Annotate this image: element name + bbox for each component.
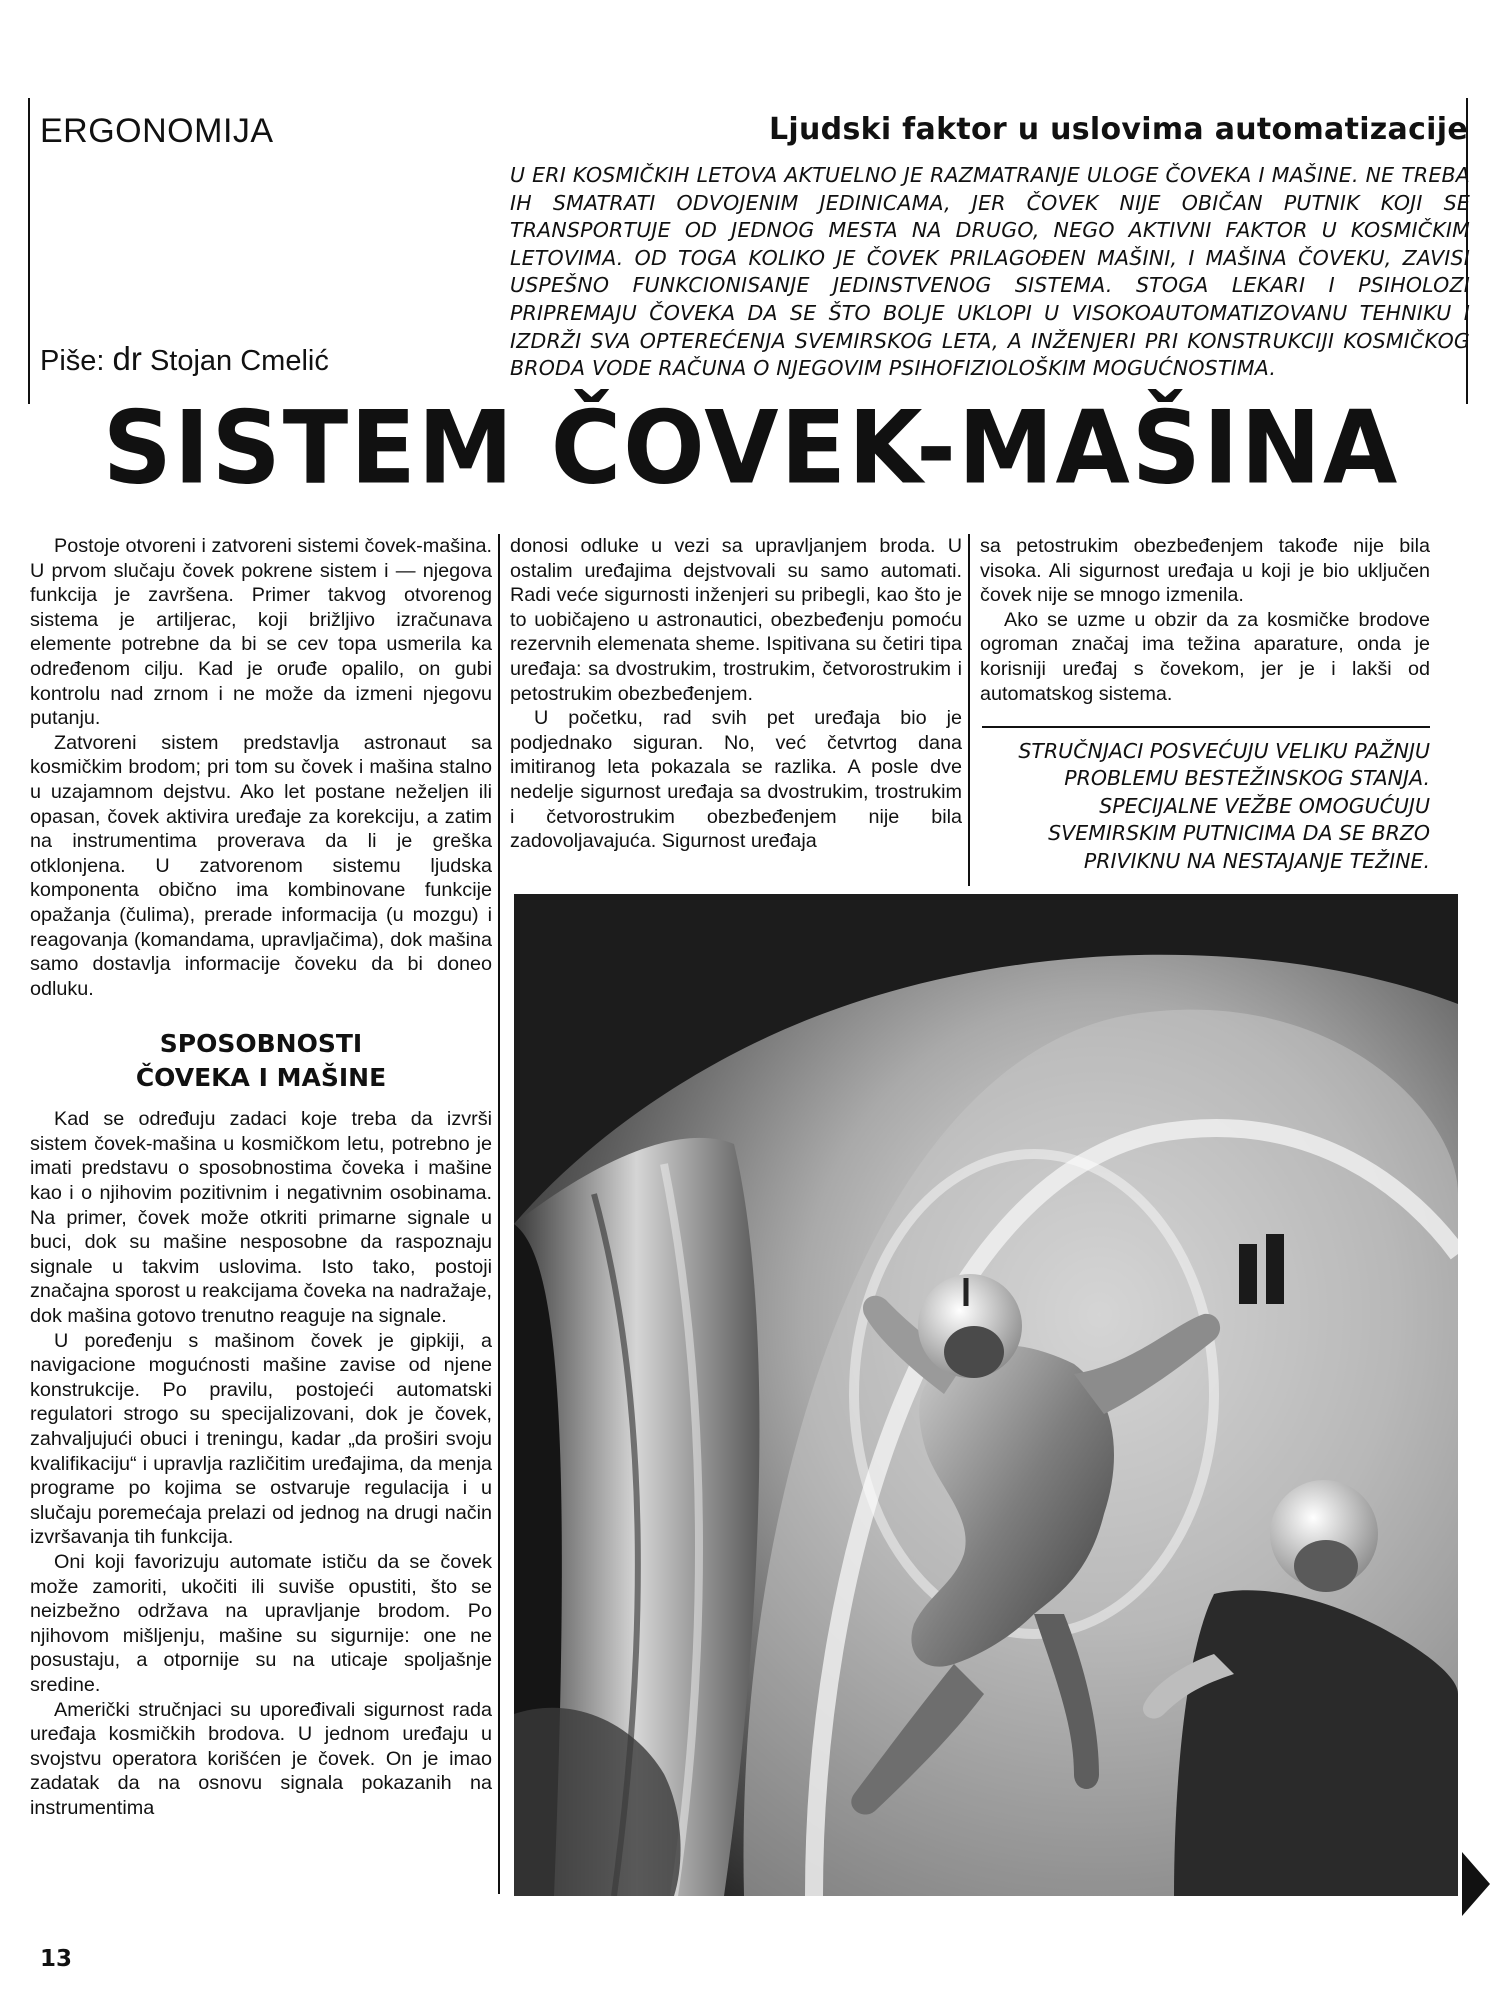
paragraph: U poređenju s mašinom čovek je gipkiji, a navigacione mogućnosti mašine zavise od njene konstrukcije. Po pravilu, postojeći automatski regulatori strogo su specijalizovani, dok je čovek, zahvaljujući obuci i treningu, kadar „da proširi svoju kvalifikaciju“ i upravlja različitim uređajima, da menja programe po kojima se ostvaruje regulacija i u slučaju poremećaja prelazi od jednog na drugi način izvršavanja tih funkcija. [30,1329,492,1549]
column-divider-1 [498,534,500,1894]
paragraph: Ako se uzme u obzir da za kosmičke brodove ogroman značaj ima težina aparature, onda je korisniji uređaj s čovekom, jer je i lakši od automatskog sistema. [980,608,1430,705]
paragraph: Oni koji favorizuju automate ističu da se čovek može zamoriti, ukočiti ili suviše opustiti, što se neizbežno održava na upravljanje brodom. Po njihovom mišljenju, mašine su sigurnije: one ne posustaju, a otpornije su na uticaje spoljašnje sredine. [30,1550,492,1696]
kicker: Ljudski faktor u uslovima automatizacije [769,112,1468,147]
paragraph: donosi odluke u vezi sa upravljanjem broda. U ostalim uređajima dejstvovali su samo automati. Radi veće sigurnosti inženjeri su pribegli, kao što je to uobičajeno u astronautici, obezbeđenju pomoću rezervnih elemenata sheme. Ispitivana su četiri tipa uređaja: sa dvostrukim, trostrukim, četvorostrukim i petostrukim obezbeđenjem. [510,535,962,705]
photo-caption: STRUČNJACI POSVEĆUJU VELIKU PAŽNJU PROBLEMU BESTEŽINSKOG STANJA. SPECIJALNE VEŽBE OMOGUĆUJU SVEMIRSKIM PUTNICIMA DA SE BRZO PRIVIKNU NA NESTAJANJE TEŽINE. [1018,739,1430,873]
byline-dr: dr [112,340,142,377]
continue-arrow-icon [1462,1852,1490,1916]
byline-prefix: Piše: [40,345,105,377]
article-column-1 [30,534,492,1821]
page-number: 13 [40,1946,73,1972]
paragraph: Američki stručnjaci su upoređivali sigurnost rada uređaja kosmičkih brodova. U jednom uređaju u svojstvu operatora korišćen je čovek. On je imao zadatak da na osnovu signala pokazanih na instrumentima [30,1698,492,1819]
subheading [30,1027,492,1095]
headline: SISTEM ČOVEK-MAŠINA [102,389,1400,507]
article-column-3 [980,534,1430,706]
paragraph: U početku, rad svih pet uređaja bio je podjednako siguran. No, već četvrtog dana imitiranog leta pokazala se razlika. A posle dve nedelje sigurnost uređaja sa dvostrukim, trostrukim i četvorostrukim obezbeđenjem nije bila zadovoljavajuća. Sigurnost uređaja [510,707,962,853]
column-divider-2 [968,534,970,886]
section-label: ERGONOMIJA [40,112,274,150]
left-margin-rule [28,98,30,404]
subheading-line-2: ČOVEKA I MAŠINE [135,1063,387,1093]
paragraph: sa petostrukim obezbeđenjem takođe nije bila visoka. Ali sigurnost uređaja u koji je bio uključen čovek nije se mnogo izmenila. [980,535,1430,607]
subheading-line-1: SPOSOBNOSTI [159,1029,363,1059]
astronaut-photo [514,894,1458,1896]
weightlessness-illustration [514,894,1458,1896]
byline-name: Stojan Cmelić [149,345,329,377]
intro-text: U ERI KOSMIČKIH LETOVA AKTUELNO JE RAZMATRANJE ULOGE ČOVEKA I MAŠINE. NE TREBA IH SMATRATI ODVOJENIM JEDINICAMA, JER ČOVEK NIJE OBIČAN PUTNIK KOJI SE TRANSPORTUJE OD JEDNOG MESTA NA DRUGO, NEGO AKTIVNI FAKTOR U KOSMIČKIM LETOVIMA. OD TOGA KOLIKO JE ČOVEK PRILAGOĐEN MAŠINI, I MAŠINA ČOVEKU, ZAVISI USPEŠNO FUNKCIONISANJE JEDINSTVENOG SISTEMA. STOGA LEKARI I PSIHOLOZI PRIPREMAJU ČOVEKA DA SE ŠTO BOLJE UKLOPI U VISOKOAUTOMATIZOVANU TEHNIKU I IZDRŽI SVA OPTEREĆENJA SVEMIRSKOG LETA, A INŽENJERI PRI KONSTRUKCIJI KOSMIČKOG BRODA VODE RAČUNA O NJEGOVIM PSIHOFIZIOLOŠKIM MOGUĆNOSTIMA. [510,163,1470,381]
paragraph: Zatvoreni sistem predstavlja astronaut sa kosmičkim brodom; pri tom su čovek i mašina stalno u uzajamnom dejstvu. Ako let postane neželjen ili opasan, čovek aktivira uređaje za korekciju, a zatim na instrumentima proverava da li je greška otklonjena. U zatvorenom sistemu ljudska komponenta obično ima kombinovane funkcije opažanja (čulima), prerade informacija (u mozgu) i reagovanja (komandama, upravljačima), dok mašina samo dostavlja informacije čoveku da bi doneo odluku. [30,731,492,1000]
caption-top-rule [982,726,1430,728]
byline [40,340,329,378]
paragraph: Kad se određuju zadaci koje treba da izvrši sistem čovek-mašina u kosmičkom letu, potrebno je imati predstavu o sposobnostima čoveka i mašine kao i o njihovim pozitivnim i negativnim osobinama. Na primer, čovek može otkriti primarne signale u buci, dok su mašine nesposobne da raspoznaju signale u takvim uslovima. Isto tako, postoji značajna sporost u reakcijama čoveka na nadražaje, dok mašina gotovo trenutno reaguje na signale. [30,1108,492,1328]
paragraph: Postoje otvoreni i zatvoreni sistemi čovek-mašina. U prvom slučaju čovek pokrene sistem i — njegova funkcija je završena. Primer takvog otvorenog sistema je artiljerac, koji brižljivo izračunava elemente potrebne da bi se cev topa usmerila ka određenom cilju. Kad je oruđe opalilo, on gubi kontrolu nad zrnom i ne može da izmeni njegovu putanju. [30,535,492,730]
article-column-2 [510,534,962,854]
